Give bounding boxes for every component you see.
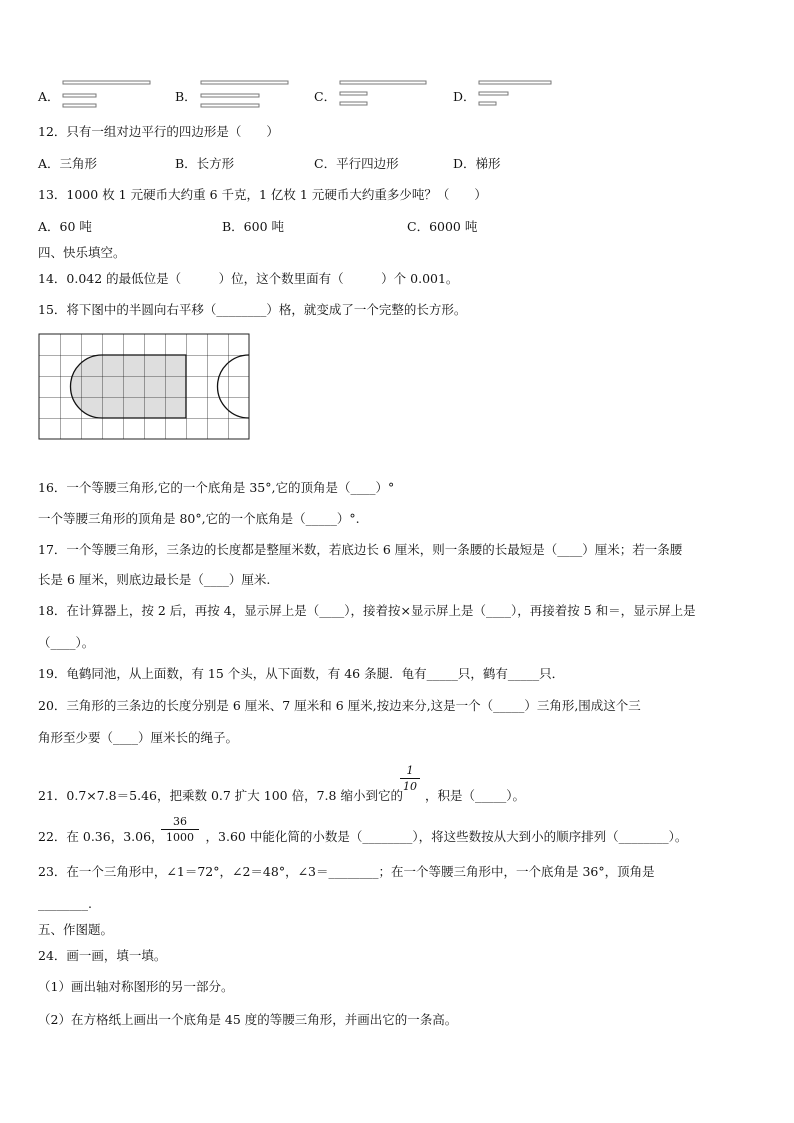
q12-option-b: B．长方形: [175, 156, 235, 171]
q13-option-c: C．6000 吨: [407, 219, 478, 234]
q22-fraction: [161, 815, 199, 844]
section-4-heading: 四、快乐填空。: [38, 245, 126, 260]
q12-option-c: C．平行四边形: [314, 156, 399, 171]
q24-part-2: （2）在方格纸上画出一个底角是 45 度的等腰三角形，并画出它的一条高。: [38, 1012, 458, 1027]
q16-stem-b: 一个等腰三角形的顶角是 80°,它的一个底角是（_____）°.: [38, 511, 360, 526]
q13-stem: 13．1000 枚 1 元硬币大约重 6 千克，1 亿枚 1 元硬币大约重多少吨？（ ）: [38, 187, 487, 202]
q23-stem-a: 23．在一个三角形中，∠1＝72°，∠2＝48°，∠3＝________；在一个等腰三角形中，一个底角是 36°，顶角是: [38, 864, 655, 879]
q15-stem: 15．将下图中的半圆向右平移（________）格，就变成了一个完整的长方形。: [38, 302, 467, 317]
q15-grid-figure: [39, 334, 253, 440]
q12-stem: 12．只有一组对边平行的四边形是（ ）: [38, 124, 279, 139]
q22-fraction-denominator: 1000: [166, 831, 194, 844]
q22-fraction-numerator: 36: [173, 815, 187, 828]
q21-fraction-denominator: 10: [403, 780, 417, 793]
q12-option-d: D．梯形: [453, 156, 501, 171]
q13-option-b: B．600 吨: [222, 219, 285, 234]
q14-stem: 14．0.042 的最低位是（ ）位，这个数里面有（ ）个 0.001。: [38, 271, 459, 286]
q21-fraction-numerator: 1: [406, 764, 414, 777]
q20-stem-a: 20．三角形的三条边的长度分别是 6 厘米、7 厘米和 6 厘米,按边来分,这是一个（_____）三角形,围成这个三: [38, 698, 641, 713]
q17-stem-b: 长是 6 厘米，则底边最长是（____）厘米.: [38, 572, 271, 587]
q21-text-before: 21．0.7×7.8＝5.46，把乘数 0.7 扩大 100 倍，7.8 缩小到它的: [38, 788, 403, 803]
q20-stem-b: 角形至少要（____）厘米长的绳子。: [38, 730, 239, 745]
q21-text-after: ，积是（_____）。: [424, 788, 525, 803]
q21-fraction: [400, 764, 420, 793]
q11-figure-a: [62, 79, 162, 109]
q11-figure-b: [200, 79, 300, 109]
q16-stem-a: 16．一个等腰三角形,它的一个底角是 35°,它的顶角是（____）°: [38, 480, 395, 495]
q11-option-b: B．: [175, 89, 197, 104]
q22-text-after: ，3.60 中能化简的小数是（________），将这些数按从大到小的顺序排列（________）。: [205, 829, 688, 844]
section-5-heading: 五、作图题。: [38, 922, 114, 937]
q11-option-c: C．: [314, 89, 337, 104]
q11-figure-d: [478, 79, 578, 109]
q18-stem-b: （____）。: [38, 635, 95, 650]
q12-option-a: A．三角形: [38, 156, 98, 171]
q11-option-d: D．: [453, 89, 476, 104]
q18-stem-a: 18．在计算器上，按 2 后，再按 4，显示屏上是（____），接着按×显示屏上是（____），再接着按 5 和＝，显示屏上是: [38, 603, 696, 618]
q11-figure-c: [339, 79, 439, 109]
q24-stem: 24．画一画，填一填。: [38, 948, 167, 963]
q19-stem: 19．龟鹤同池，从上面数，有 15 个头，从下面数，有 46 条腿．龟有_____只，鹤有_____只．: [38, 666, 565, 681]
q23-stem-b: ________.: [38, 896, 92, 911]
q13-option-a: A．60 吨: [38, 219, 92, 234]
q22-text-before: 22．在 0.36，3.06，: [38, 829, 164, 844]
q22-stem: [38, 829, 687, 845]
q24-part-1: （1）画出轴对称图形的另一部分。: [38, 979, 234, 994]
q17-stem-a: 17．一个等腰三角形，三条边的长度都是整厘米数，若底边长 6 厘米，则一条腰的长最短是（____）厘米；若一条腰: [38, 542, 683, 557]
q21-stem: [38, 788, 525, 804]
q11-option-a: A．: [38, 89, 60, 104]
